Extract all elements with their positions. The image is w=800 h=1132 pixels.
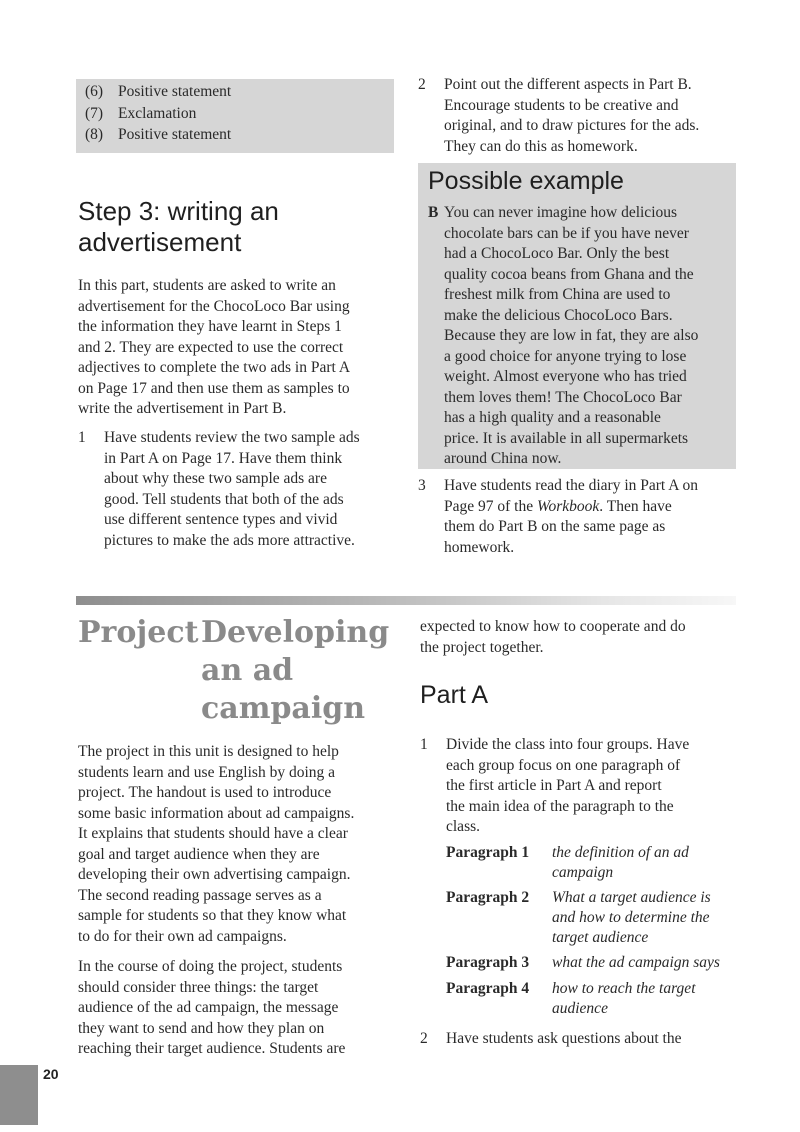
answer-box	[76, 79, 394, 153]
project-course-paragraph: In the course of doing the project, students should consider three things: the target audience of the ad campaign, the message they want to send and how they plan on reaching their target audience. Students are	[78, 958, 346, 1057]
paragraph-label: Paragraph 2	[446, 889, 530, 906]
answer-item: (7) Exclamation	[85, 104, 197, 122]
project-intro: The project in this unit is designed to help students learn and use English by doing a project. The handout is used to introduce some basic information about ad campaigns. It explains that students should have a clear goal and target audience when they are developing their own advertising campaign. The second reading passage serves as a sample for students so that they know what to do for their own ad campaigns.	[78, 743, 355, 945]
answer-item: (8) Positive statement	[85, 126, 232, 143]
page-tab	[0, 1065, 38, 1125]
paragraph-desc: What a target audience is and how to determine the target audience	[552, 889, 711, 946]
paragraph-desc: the definition of an ad campaign	[552, 844, 689, 881]
answer-item: (6) Positive statement	[85, 83, 232, 100]
paragraph-label: Paragraph 1	[446, 844, 530, 861]
step3-heading: Step 3: writing an advertisement	[78, 196, 279, 257]
project-title: Developing an ad campaign	[201, 615, 390, 726]
paragraph-desc: how to reach the target audience	[552, 979, 696, 1017]
possible-example-box	[418, 163, 736, 469]
item3-line2: Page 97 of the Workbook. Then have	[444, 497, 672, 515]
part-a-item-2: 2 Have students ask questions about the	[420, 1030, 682, 1047]
step3-item-3: 3 Have students read the diary in Part A on Page 97 of the Workbook. Then have them do Part B on the same page as homework.	[418, 477, 698, 556]
project-continued: expected to know how to cooperate and do the project together.	[420, 618, 686, 656]
paragraph-label: Paragraph 4	[446, 979, 530, 997]
step3-item-2: 2 Point out the different aspects in Part B. Encourage students to be creative and original, and to draw pictures for the ads. They can do this as homework.	[418, 76, 700, 155]
project-label: Project	[78, 615, 199, 650]
possible-example-title: Possible example	[428, 167, 624, 195]
paragraph-desc: what the ad campaign says	[552, 954, 720, 971]
part-a-heading: Part A	[420, 681, 489, 709]
paragraph-table	[446, 843, 752, 1019]
example-text: B You can never imagine how delicious chocolate bars can be if you have never had a ChocoLoco Bar. Only the best quality cocoa beans from Ghana and the freshest milk from China are used to make the delicious ChocoLoco Bars. Because they are low in fat, they are also a good choice for anyone trying to lose weight. Almost everyone who has tried them loves them! The ChocoLoco Bar has a high quality and a reasonable price. It is available in all supermarkets around China now.	[428, 204, 699, 467]
paragraph-label: Paragraph 3	[446, 954, 530, 971]
step3-intro: In this part, students are asked to write an advertisement for the ChocoLoco Bar using the information they have learnt in Steps 1 and 2. They are expected to use the correct adjectives to complete the two ads in Part A on Page 17 and then use them as samples to write the advertisement in Part B.	[78, 277, 351, 417]
part-a-item-1: 1 Divide the class into four groups. Have each group focus on one paragraph of the first article in Part A and report the main idea of the paragraph to the class.	[420, 736, 690, 835]
section-divider	[76, 596, 736, 605]
step3-item-1: 1 Have students review the two sample ads in Part A on Page 17. Have them think about why these two sample ads are good. Tell students that both of the ads use different sentence types and vivid pictures to make the ads more attractive.	[78, 429, 360, 549]
page-number: 20	[43, 1066, 59, 1082]
